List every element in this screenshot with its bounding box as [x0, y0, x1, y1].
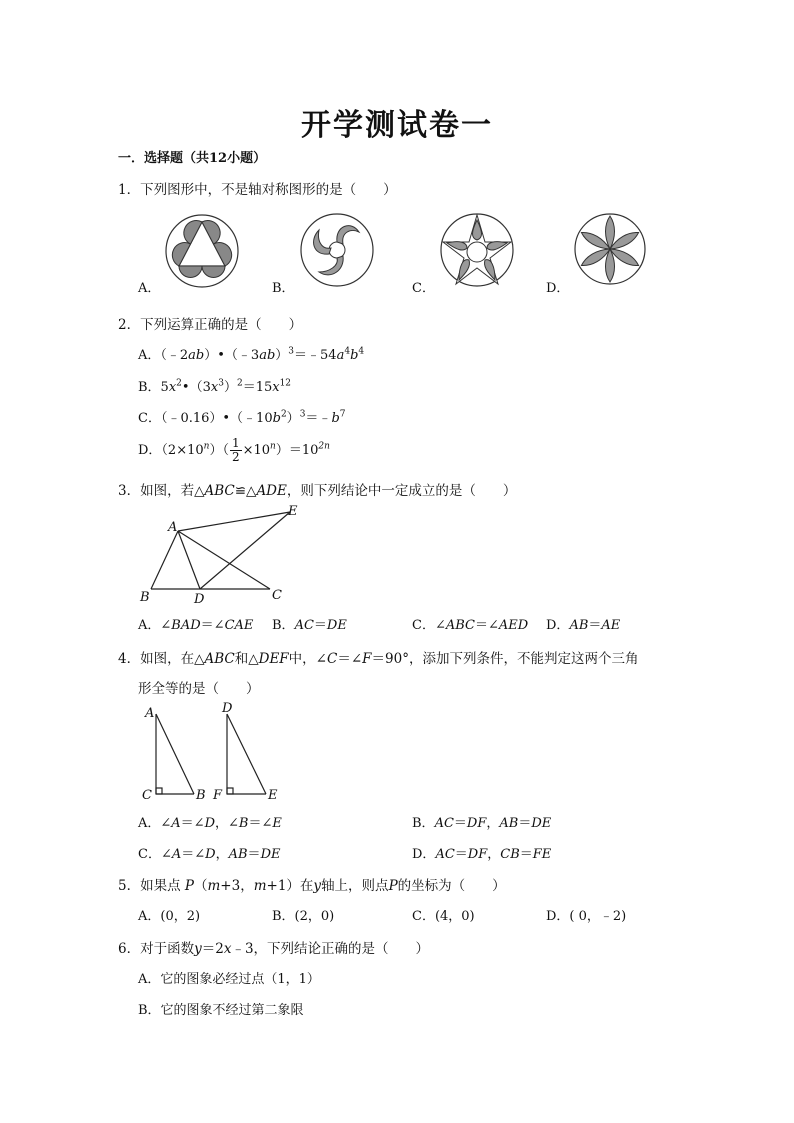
- q2-option-d: D．$(2\times 10^n)$（ $\frac{1}{2}$ $\times 10^n)=10^{2n}$: [138, 436, 330, 464]
- section-heading: 一．选择题（共12小题）: [118, 151, 267, 166]
- q1-option-a: A．: [138, 281, 161, 296]
- q1-option-d: D．: [546, 281, 570, 296]
- q2-option-b: B．$5x^2•(3x^3)^2=15x^{12}$: [138, 378, 292, 395]
- label-a: A: [168, 520, 178, 535]
- q4-option-c: C．∠A＝∠D，AB＝DE: [138, 847, 281, 862]
- q5-option-b: B．(2，0): [272, 909, 335, 924]
- label-d: D: [222, 701, 233, 716]
- fraction-one-half: $\frac{1}{2}$: [231, 436, 240, 464]
- label-d: D: [194, 592, 205, 607]
- q4-option-b: B．AC＝DF，AB＝DE: [412, 816, 552, 831]
- label-a: A: [145, 706, 155, 721]
- q1-option-b: B．: [272, 281, 295, 296]
- q2-option-a: A．$(﹣2ab)•(﹣3ab)^3=﹣54a^4b^4$: [138, 346, 365, 363]
- question-1-text: 1．下列图形中，不是轴对称图形的是（ ）: [118, 182, 397, 198]
- q1-figure-a: [163, 212, 241, 290]
- label-b: B: [140, 590, 150, 605]
- q1-figure-c: [439, 212, 515, 288]
- page-title: 开学测试卷一: [301, 108, 493, 143]
- q3-option-a: A．∠BAD＝∠CAE: [138, 618, 254, 633]
- q6-option-b: B．它的图象不经过第二象限: [138, 1003, 304, 1018]
- q3-option-d: D．AB＝AE: [546, 618, 621, 633]
- q1-figure-b: [299, 212, 375, 288]
- q5-option-c: C．(4，0): [412, 909, 475, 924]
- label-b: B: [196, 788, 206, 803]
- q3-option-c: C．∠ABC＝∠AED: [412, 618, 529, 633]
- q5-option-a: A．(0，2): [138, 909, 201, 924]
- q4-triangles-figure: [138, 700, 288, 805]
- label-f: F: [213, 788, 223, 803]
- q3-triangle-figure: [138, 503, 308, 608]
- q3-option-b: B．AC＝DE: [272, 618, 347, 633]
- q4-option-a: A．∠A＝∠D，∠B＝∠E: [138, 816, 282, 831]
- q2-option-c: C．$(﹣0.16)•(﹣10b^2)^3=﹣b^7$: [138, 409, 346, 426]
- question-6-text: 6．对于函数y＝2x﹣3，下列结论正确的是（ ）: [118, 941, 430, 957]
- q1-option-c: C．: [412, 281, 435, 296]
- label-e: E: [268, 788, 278, 803]
- label-e: E: [288, 504, 298, 519]
- q6-option-a: A．它的图象必经过点（1，1）: [138, 972, 320, 987]
- question-3-text: 3．如图，若△ABC≌△ADE，则下列结论中一定成立的是（ ）: [118, 483, 517, 499]
- label-c: C: [142, 788, 152, 803]
- question-2-text: 2．下列运算正确的是（ ）: [118, 317, 303, 333]
- q4-option-d: D．AC＝DF，CB＝FE: [412, 847, 552, 862]
- question-4-line1: 4．如图，在△ABC和△DEF中，∠C＝∠F＝90°，添加下列条件，不能判定这两个三角: [118, 651, 639, 667]
- label-c: C: [272, 588, 282, 603]
- q5-option-d: D．( 0，﹣2): [546, 909, 627, 924]
- question-5-text: 5．如果点 P（m+3，m+1）在y轴上，则点P的坐标为（ ）: [118, 878, 506, 894]
- q1-figure-d: [573, 212, 647, 286]
- question-4-line2: 形全等的是（ ）: [138, 681, 260, 697]
